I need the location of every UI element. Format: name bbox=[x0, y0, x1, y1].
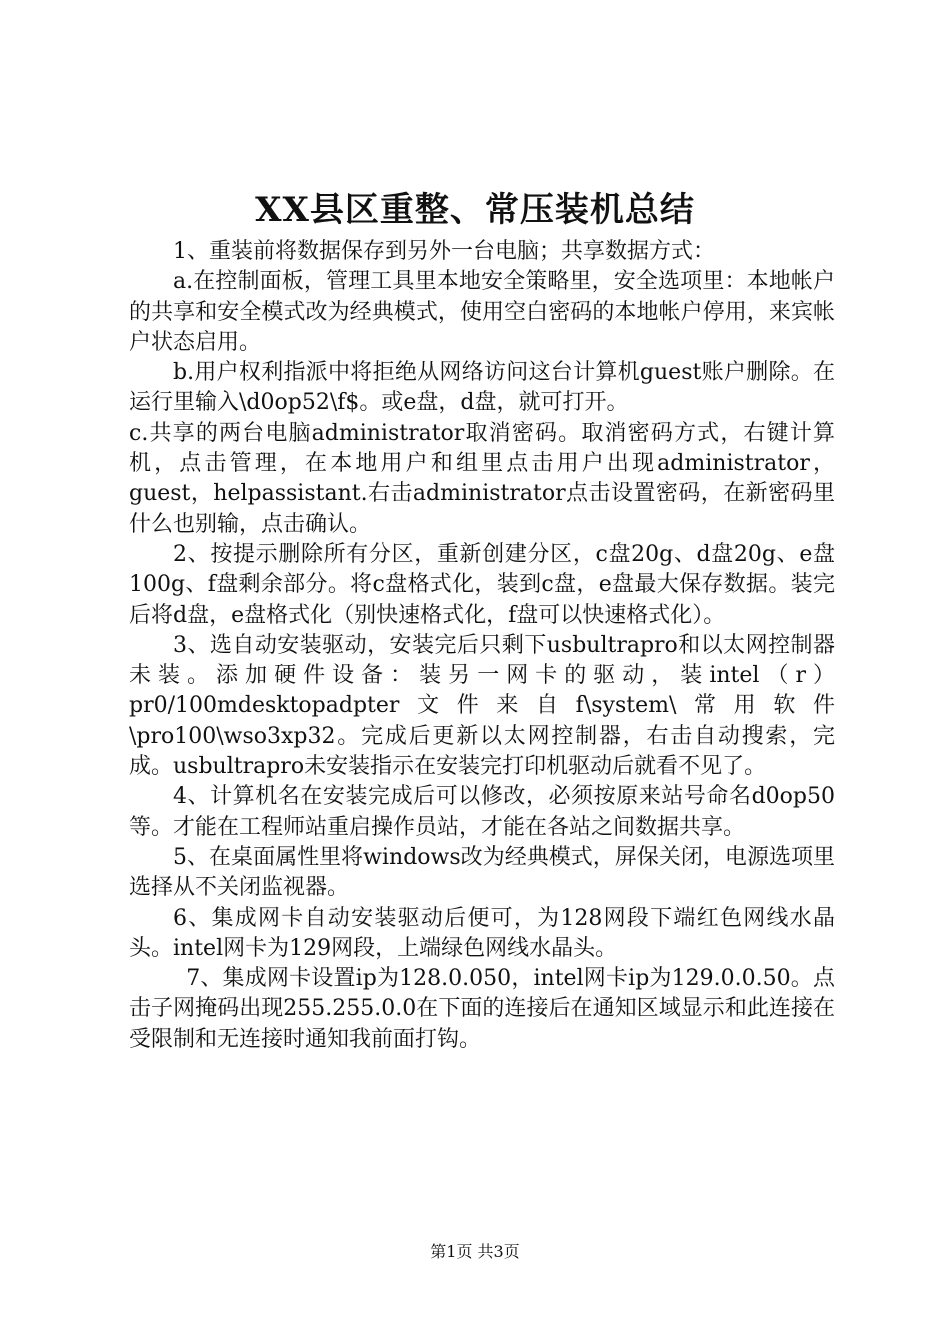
paragraph-6: 6、集成网卡自动安装驱动后便可，为128网段下端红色网线水晶头。intel网卡为129网段，上端绿色网线水晶头。 bbox=[129, 905, 835, 961]
document-title: XX县区重整、常压装机总结 bbox=[255, 190, 695, 230]
paragraph-1a: a.在控制面板，管理工具里本地安全策略里，安全选项里：本地帐户的共享和安全模式改为经典模式，使用空白密码的本地帐户停用，来宾帐户状态启用。 bbox=[129, 269, 835, 355]
page-footer: 第1页 共3页 bbox=[430, 1242, 520, 1261]
document-body bbox=[129, 237, 835, 1055]
paragraph-1b: b.用户权利指派中将拒绝从网络访问这台计算机guest账户删除。在运行里输入\d0op52\f$。或e盘，d盘，就可打开。 bbox=[129, 360, 835, 416]
paragraph-3: 3、选自动安装驱动，安装完后只剩下usbultrapro和以太网控制器未装。添加硬件设备：装另一网卡的驱动，装intel（r）pr0/100mdesktopadpter文件来自f\system\常用软件\pro100\wso3xp32。完成后更新以太网控制器，右击自动搜索，完成。usbultrapro未安装指示在安装完打印机驱动后就看不见了。 bbox=[129, 632, 835, 780]
paragraph-4: 4、计算机名在安装完成后可以修改，必须按原来站号命名d0op50等。才能在工程师站重启操作员站，才能在各站之间数据共享。 bbox=[129, 784, 835, 840]
paragraph-7: 7、集成网卡设置ip为128.0.050，intel网卡ip为129.0.0.50。点击子网掩码出现255.255.0.0在下面的连接后在通知区域显示和此连接在受限制和无连接时通知我前面打钩。 bbox=[129, 966, 835, 1052]
paragraph-2: 2、按提示删除所有分区，重新创建分区，c盘20g、d盘20g、e盘100g、f盘剩余部分。将c盘格式化，装到c盘，e盘最大保存数据。装完后将d盘，e盘格式化（别快速格式化，f盘可以快速格式化）。 bbox=[129, 541, 835, 628]
paragraph-5: 5、在桌面属性里将windows改为经典模式，屏保关闭，电源选项里选择从不关闭监视器。 bbox=[129, 844, 835, 901]
paragraph-1: 1、重装前将数据保存到另外一台电脑；共享数据方式： bbox=[173, 239, 715, 264]
paragraph-1c: c.共享的两台电脑administrator取消密码。取消密码方式，右键计算机，点击管理，在本地用户和组里点击用户出现administrator，guest，helpassistant.右击administrator点击设置密码，在新密码里什么也别输，点击确认。 bbox=[129, 420, 835, 537]
